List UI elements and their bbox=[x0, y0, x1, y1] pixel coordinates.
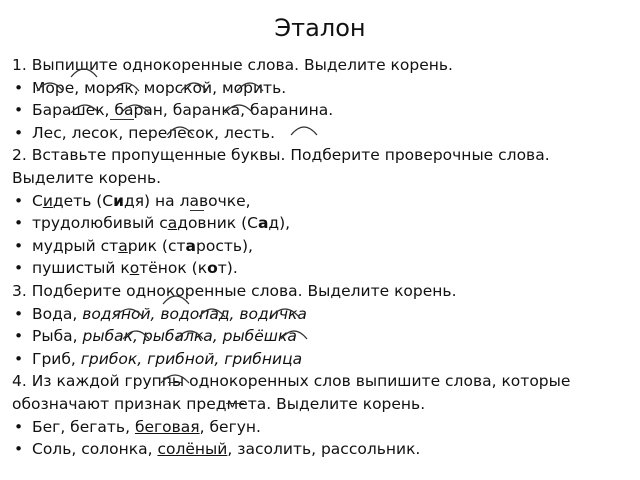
list-item bbox=[12, 122, 632, 145]
text-fragment: грибок, грибной, грибница bbox=[80, 349, 303, 368]
text-fragment: дя) на лавочке, bbox=[124, 191, 251, 210]
task-heading bbox=[12, 54, 632, 77]
list-item bbox=[12, 235, 632, 258]
check-letter: о bbox=[207, 259, 218, 278]
list-item bbox=[12, 348, 632, 371]
text-fragment: Бег, бегать, bbox=[32, 417, 135, 436]
text-fragment: Барашек, баран, баранка, баранина. bbox=[32, 101, 334, 120]
text-fragment: Рыба, bbox=[32, 327, 83, 346]
marked-text: и bbox=[42, 191, 53, 210]
list-item bbox=[12, 303, 632, 326]
marked-text: беговая bbox=[134, 417, 200, 436]
text-fragment: 2. Вставьте пропущенные буквы. Подберите проверочные слова. Выделите корень. bbox=[12, 146, 550, 187]
text-fragment: Море, моряк, морской, морить. bbox=[32, 78, 287, 97]
text-fragment: трудолюбивый с bbox=[32, 214, 168, 233]
text-fragment: пушистый к bbox=[32, 259, 130, 278]
marked-text: а bbox=[167, 214, 178, 233]
list-item bbox=[12, 416, 632, 439]
list-item bbox=[12, 212, 632, 235]
list-item bbox=[12, 257, 632, 280]
text-fragment: т). bbox=[217, 259, 238, 278]
task-heading bbox=[12, 144, 632, 189]
document-body bbox=[12, 54, 632, 461]
marked-text: а bbox=[118, 236, 128, 255]
marked-text: о bbox=[129, 259, 140, 278]
text-fragment: деть (С bbox=[52, 191, 114, 210]
page-title: Эталон bbox=[274, 14, 366, 42]
text-fragment: 1. Выпишите однокоренные слова. Выделите корень. bbox=[12, 56, 453, 74]
text-fragment: , засолить, рассольник. bbox=[227, 440, 421, 459]
text-fragment: довник (С bbox=[177, 214, 258, 233]
text-fragment: Соль, солонка, bbox=[32, 440, 158, 459]
text-fragment: рик (ст bbox=[127, 236, 186, 255]
check-letter: а bbox=[185, 236, 196, 255]
check-letter: а bbox=[257, 214, 269, 233]
text-fragment: рыбак, рыбалка, рыбёшка bbox=[82, 327, 297, 346]
text-fragment: 4. Из каждой группы однокоренных слов выпишите слова, которые обозначают признак предмета. Выделите корень. bbox=[12, 372, 571, 413]
list-item bbox=[12, 438, 632, 461]
text-fragment: водяной, водопад, водичка bbox=[82, 304, 307, 323]
text-fragment: д), bbox=[268, 214, 291, 233]
list-item bbox=[12, 325, 632, 348]
text-fragment: Вода, bbox=[32, 304, 83, 323]
text-fragment: Лес, лесок, перелесок, лесть. bbox=[32, 123, 275, 142]
text-fragment: мудрый ст bbox=[32, 236, 119, 255]
text-fragment: тёнок (к bbox=[139, 259, 208, 278]
list-item bbox=[12, 99, 632, 122]
text-fragment: , бегун. bbox=[199, 417, 261, 436]
list-item bbox=[12, 77, 632, 100]
check-letter: и bbox=[113, 191, 124, 210]
text-fragment: Гриб, bbox=[32, 349, 81, 368]
text-fragment: С bbox=[32, 191, 43, 210]
text-fragment: рость), bbox=[196, 236, 253, 255]
task-heading bbox=[12, 370, 632, 415]
task-heading bbox=[12, 280, 632, 303]
text-fragment: 3. Подберите однокоренные слова. Выделите корень. bbox=[12, 281, 457, 300]
marked-text: солёный bbox=[157, 440, 228, 459]
list-item bbox=[12, 190, 632, 213]
